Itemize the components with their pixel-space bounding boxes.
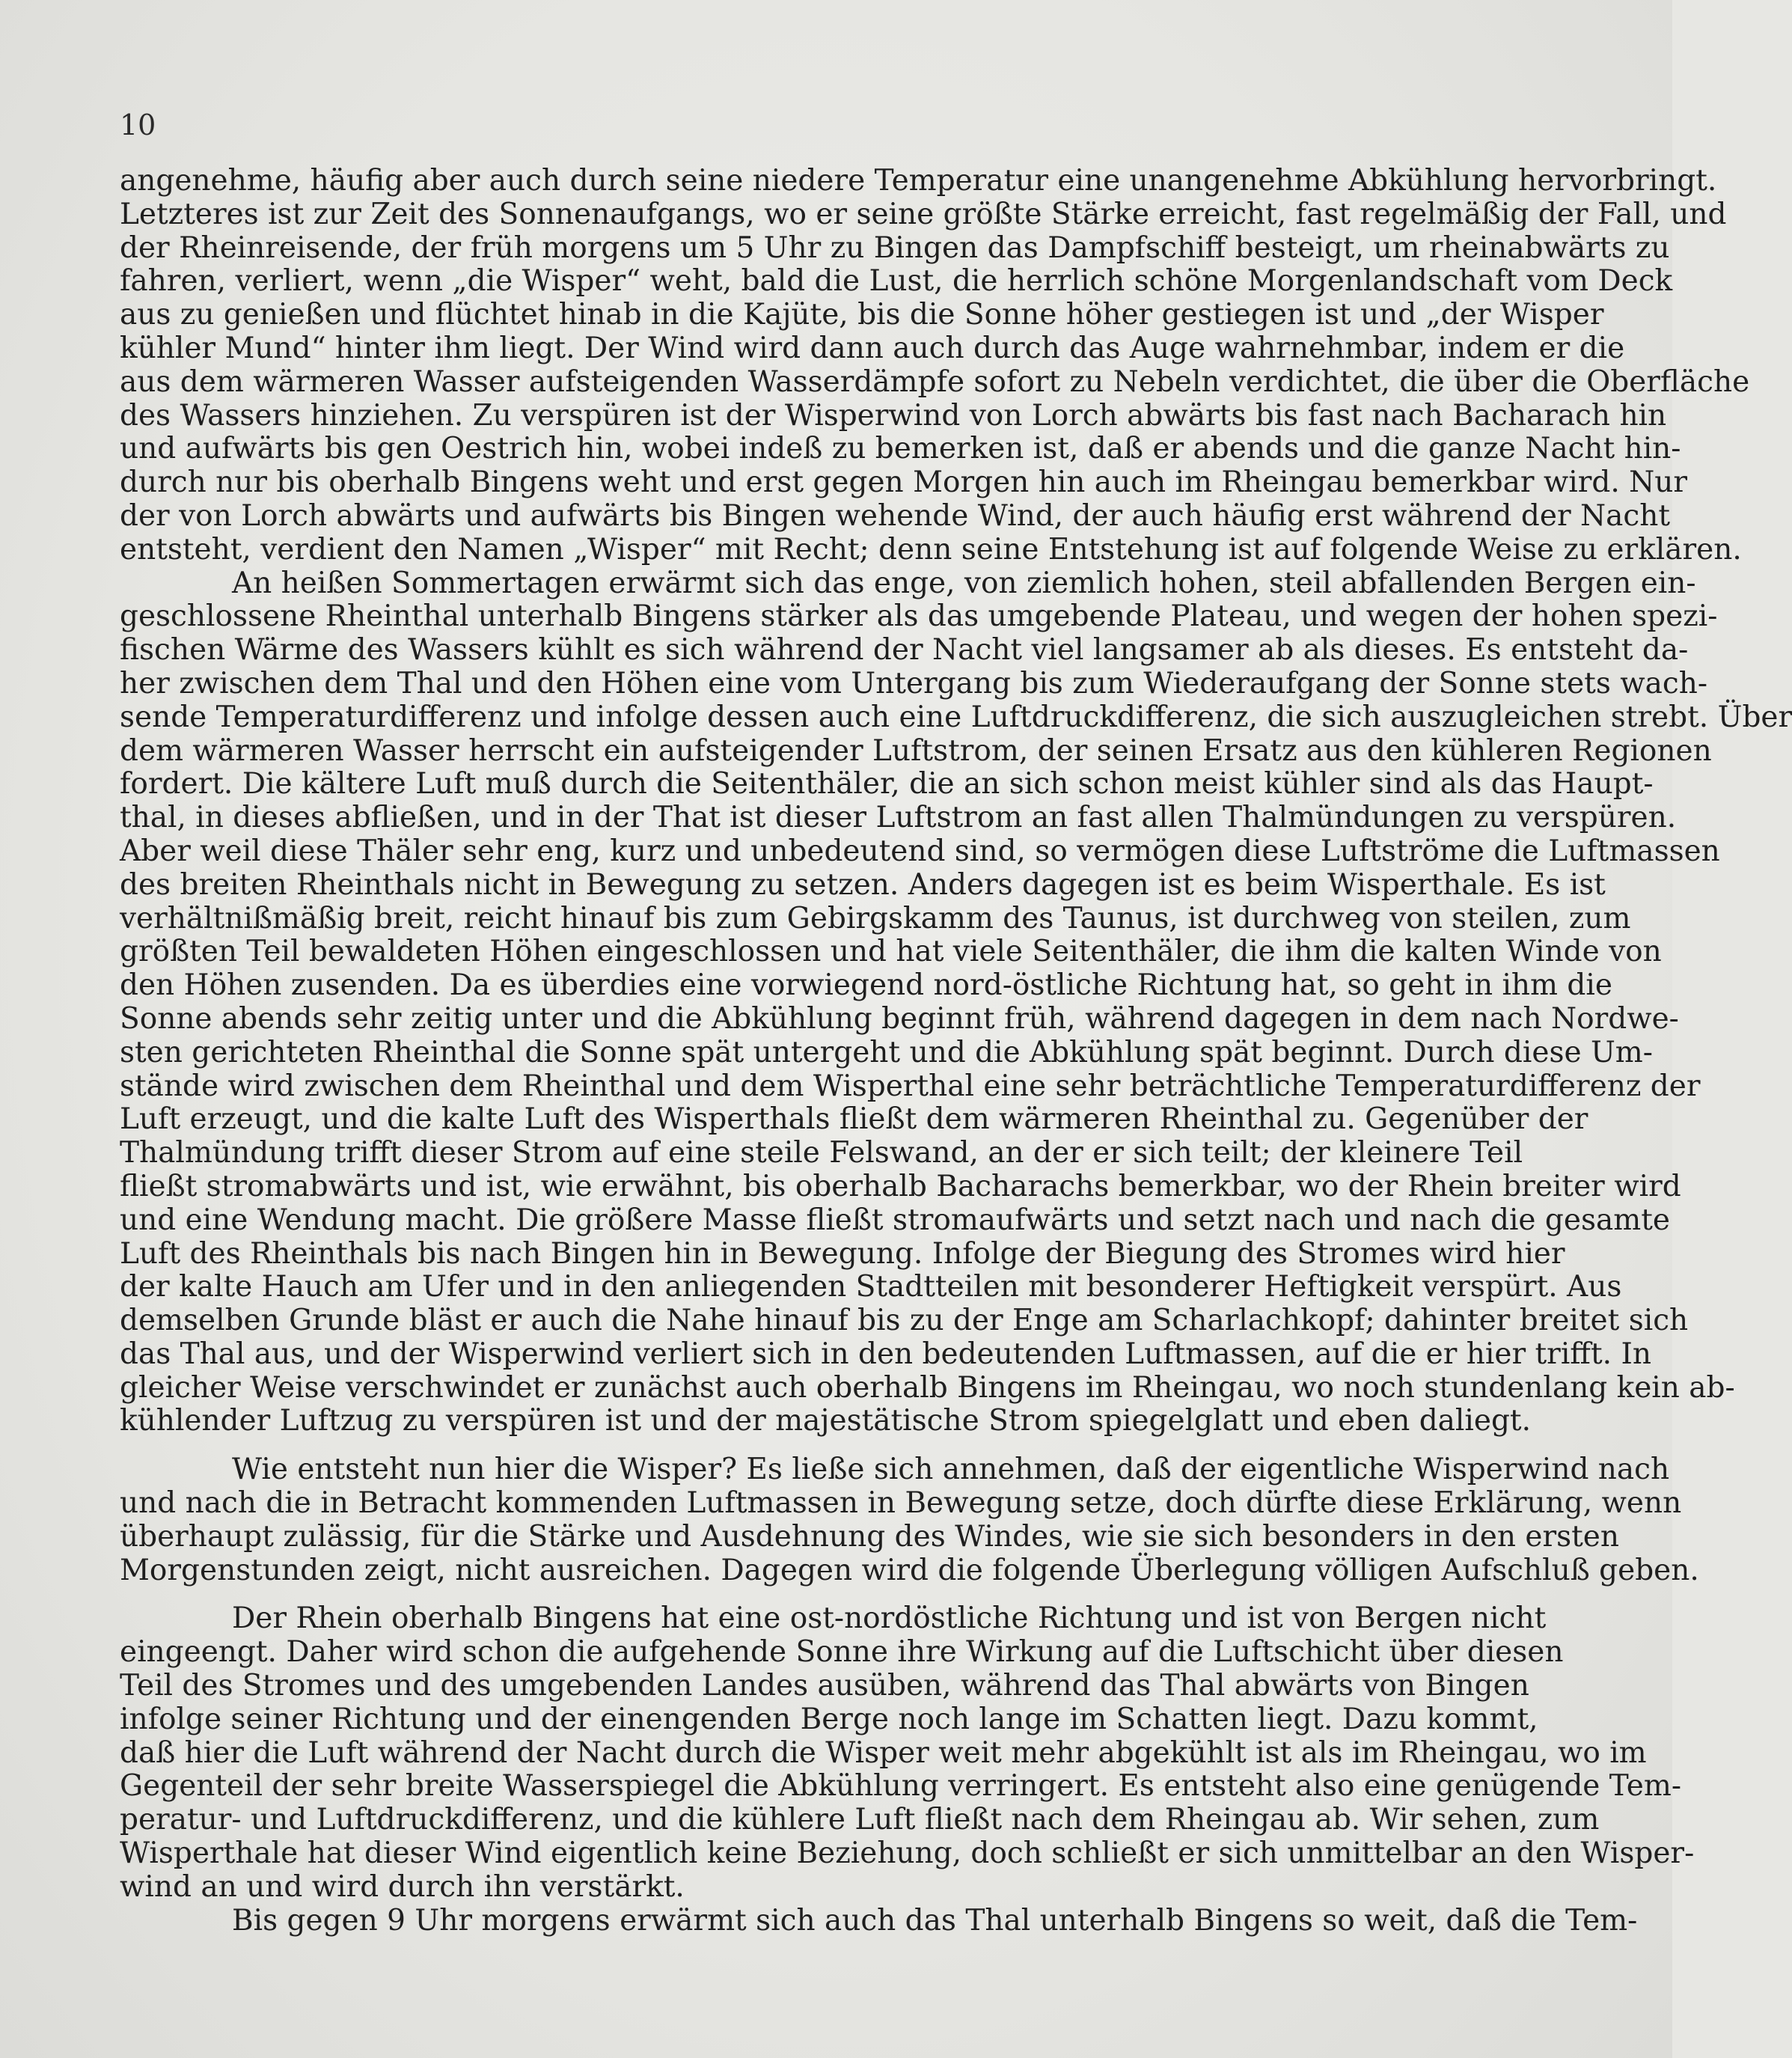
text-line: Thalmündung trifft dieser Strom auf eine steile Felswand, an der er sich teilt; der kleinere Teil (120, 1136, 1523, 1170)
text-line: fischen Wärme des Wassers kühlt es sich während der Nacht viel langsamer ab als dieses. Es entsteht da- (120, 633, 1689, 668)
paragraph-4 (120, 1601, 1695, 1904)
text-line: Wie entsteht nun hier die Wisper? Es ließe sich annehmen, daß der eigentliche Wisperwind nach (232, 1453, 1670, 1487)
text-line: den Höhen zusenden. Da es überdies eine vorwiegend nord-östliche Richtung hat, so geht in ihm die (120, 968, 1612, 1003)
text-line: der von Lorch abwärts und aufwärts bis Bingen wehende Wind, der auch häufig erst während der Nacht (120, 498, 1670, 533)
paragraph-spacer (120, 1587, 1523, 1602)
text-line: aus dem wärmeren Wasser aufsteigenden Wasserdämpfe sofort zu Nebeln verdichtet, die über die Oberfläche (120, 364, 1750, 399)
text-line: infolge seiner Richtung und der einengenden Berge noch lange im Schatten liegt. Dazu kommt, (120, 1702, 1538, 1736)
text-line: Morgenstunden zeigt, nicht ausreichen. Dagegen wird die folgende Überlegung völligen Aufschluß geben. (120, 1553, 1699, 1587)
text-line: daß hier die Luft während der Nacht durch die Wisper weit mehr abgekühlt ist als im Rheingau, wo im (120, 1735, 1647, 1770)
text-line: größten Teil bewaldeten Höhen eingeschlossen und hat viele Seitenthäler, die ihm die kalten Winde von (120, 935, 1662, 969)
text-line: angenehme, häufig aber auch durch seine niedere Temperatur eine unangenehme Abkühlung hervorbringt. (120, 164, 1717, 198)
text-line: und aufwärts bis gen Oestrich hin, wobei indeß zu bemerken ist, daß er abends und die ganze Nacht hin- (120, 432, 1681, 466)
text-line: fließt stromabwärts und ist, wie erwähnt, bis oberhalb Bacharachs bemerkbar, wo der Rhein breiter wird (120, 1169, 1681, 1203)
text-line: sende Temperaturdifferenz und infolge dessen auch eine Luftdruckdifferenz, die sich auszugleichen strebt. Über (120, 700, 1792, 734)
paragraph-1 (120, 164, 1750, 567)
page-number: 10 (120, 109, 156, 141)
text-line: durch nur bis oberhalb Bingens weht und erst gegen Morgen hin auch im Rheingau bemerkbar wird. Nur (120, 465, 1688, 500)
text-line: wind an und wird durch ihn verstärkt. (120, 1869, 685, 1904)
text-line: der kalte Hauch am Ufer und in den anliegenden Stadtteilen mit besonderer Heftigkeit verspürt. Aus (120, 1270, 1622, 1304)
text-line: Luft des Rheinthals bis nach Bingen hin in Bewegung. Infolge der Biegung des Stromes wird hier (120, 1236, 1565, 1271)
text-line: kühler Mund“ hinter ihm liegt. Der Wind wird dann auch durch das Auge wahrnehmbar, indem er die (120, 331, 1625, 365)
text-line: Der Rhein oberhalb Bingens hat eine ost-nordöstliche Richtung und ist von Bergen nicht (232, 1601, 1547, 1636)
text-line: geschlossene Rheinthal unterhalb Bingens stärker als das umgebende Plateau, und wegen der hohen spezi- (120, 599, 1718, 634)
text-line: eingeengt. Daher wird schon die aufgehende Sonne ihre Wirkung auf die Luftschicht über diesen (120, 1635, 1564, 1670)
text-line: demselben Grunde bläst er auch die Nahe hinauf bis zu der Enge am Scharlachkopf; dahinter breitet sich (120, 1304, 1689, 1338)
text-line: Sonne abends sehr zeitig unter und die Abkühlung beginnt früh, während dagegen in dem nach Nordwe- (120, 1001, 1679, 1036)
text-line: Wisperthale hat dieser Wind eigentlich keine Beziehung, doch schließt er sich unmittelbar an den Wisper- (120, 1836, 1695, 1871)
text-line: des Wassers hinziehen. Zu verspüren ist der Wisperwind von Lorch abwärts bis fast nach Bacharach hin (120, 398, 1667, 433)
text-line: dem wärmeren Wasser herrscht ein aufsteigender Luftstrom, der seinen Ersatz aus den kühleren Regionen (120, 733, 1712, 768)
text-line: fordert. Die kältere Luft muß durch die Seitenthäler, die an sich schon meist kühler sind als das Haupt- (120, 767, 1654, 801)
text-line: Bis gegen 9 Uhr morgens erwärmt sich auch das Thal unterhalb Bingens so weit, daß die Tem- (232, 1903, 1638, 1938)
text-line: verhältnißmäßig breit, reicht hinauf bis zum Gebirgskamm des Taunus, ist durchweg von steilen, zum (120, 901, 1631, 935)
paragraph-2 (120, 566, 1792, 1439)
text-line: Teil des Stromes und des umgebenden Landes ausüben, während das Thal abwärts von Bingen (120, 1669, 1529, 1703)
paragraph-3 (120, 1453, 1699, 1587)
body-text (120, 164, 1792, 1938)
text-line: Aber weil diese Thäler sehr eng, kurz und unbedeutend sind, so vermögen diese Luftströme die Luftmassen (120, 834, 1720, 868)
text-line: An heißen Sommertagen erwärmt sich das enge, von ziemlich hohen, steil abfallenden Bergen ein- (232, 566, 1696, 600)
text-line: peratur- und Luftdruckdifferenz, und die kühlere Luft fließt nach dem Rheingau ab. Wir sehen, zum (120, 1803, 1600, 1837)
text-line: gleicher Weise verschwindet er zunächst auch oberhalb Bingens im Rheingau, wo noch stundenlang kein ab- (120, 1370, 1735, 1405)
text-line: thal, in dieses abfließen, und in der That ist dieser Luftstrom an fast allen Thalmündungen zu verspüren. (120, 801, 1677, 835)
paragraph-5 (120, 1903, 1638, 1938)
text-line: des breiten Rheinthals nicht in Bewegung zu setzen. Anders dagegen ist es beim Wisperthale. Es ist (120, 867, 1606, 902)
text-line: und nach die in Betracht kommenden Luftmassen in Bewegung setze, doch dürfte diese Erklärung, wenn (120, 1486, 1682, 1521)
text-line: Letzteres ist zur Zeit des Sonnenaufgangs, wo er seine größte Stärke erreicht, fast regelmäßig der Fall, und (120, 197, 1727, 231)
paragraph-spacer (120, 1438, 1523, 1453)
text-line: überhaupt zulässig, für die Stärke und Ausdehnung des Windes, wie sie sich besonders in den ersten (120, 1519, 1620, 1554)
text-line: fahren, verliert, wenn „die Wisper“ weht, bald die Lust, die herrlich schöne Morgenlandschaft vom Deck (120, 264, 1673, 299)
text-line: der Rheinreisende, der früh morgens um 5 Uhr zu Bingen das Dampfschiff besteigt, um rheinabwärts zu (120, 230, 1670, 265)
text-line: Luft erzeugt, und die kalte Luft des Wisperthals fließt dem wärmeren Rheinthal zu. Gegenüber der (120, 1102, 1588, 1137)
text-line: kühlender Luftzug zu verspüren ist und der majestätische Strom spiegelglatt und eben daliegt. (120, 1404, 1531, 1438)
text-line: das Thal aus, und der Wisperwind verliert sich in den bedeutenden Luftmassen, auf die er hier trifft. In (120, 1337, 1651, 1371)
text-line: entsteht, verdient den Namen „Wisper“ mit Recht; denn seine Entstehung ist auf folgende Weise zu erklären. (120, 532, 1742, 567)
text-line: Gegenteil der sehr breite Wasserspiegel die Abkühlung verringert. Es entsteht also eine genügende Tem- (120, 1769, 1681, 1804)
text-line: aus zu genießen und flüchtet hinab in die Kajüte, bis die Sonne höher gestiegen ist und „der Wisper (120, 298, 1604, 332)
text-line: stände wird zwischen dem Rheinthal und dem Wisperthal eine sehr beträchtliche Temperaturdifferenz der (120, 1069, 1701, 1103)
text-line: und eine Wendung macht. Die größere Masse fließt stromaufwärts und setzt nach und nach die gesamte (120, 1203, 1670, 1237)
text-line: her zwischen dem Thal und den Höhen eine vom Untergang bis zum Wiederaufgang der Sonne stets wach- (120, 666, 1708, 700)
text-line: sten gerichteten Rheinthal die Sonne spät untergeht und die Abkühlung spät beginnt. Durch diese Um- (120, 1035, 1653, 1069)
